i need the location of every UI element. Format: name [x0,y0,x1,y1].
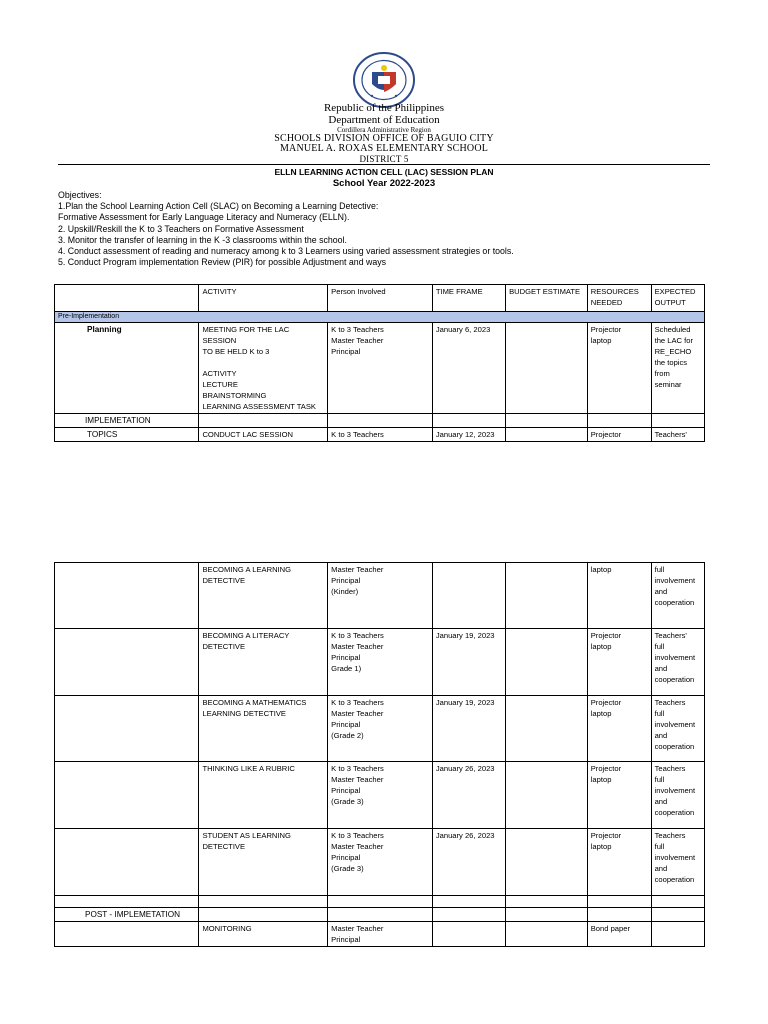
cell-output: Teachers full involvement and cooperation [651,829,704,896]
row-label-planning: Planning [55,323,199,414]
cell-output: Teachers' [651,428,704,442]
cell-time: January 12, 2023 [432,428,505,442]
cell-activity: BECOMING A LITERACY DETECTIVE [199,629,328,696]
table-row [55,696,705,762]
cell-person: K to 3 Teachers Master Teacher Principal Grade 1) [328,629,433,696]
cell-time [432,563,505,629]
lac-plan-table-part2 [54,562,705,947]
header-output: EXPECTED OUTPUT [651,285,704,312]
row-label-implementation: IMPLEMETATION [55,414,199,428]
school-year: School Year 2022-2023 [332,178,436,189]
objective-line: 5. Conduct Program implementation Review (PIR) for possible Adjustment and ways [58,257,387,268]
cell-person: Master Teacher Principal (Kinder) [328,563,433,629]
table-row [55,428,705,442]
table-row [55,629,705,696]
objective-line: Formative Assessment for Early Language Literacy and Numeracy (ELLN). [58,212,350,223]
cell-time: January 26, 2023 [432,829,505,896]
table-row [55,762,705,829]
cell-resources: Projector laptop [587,323,651,414]
cell-budget [506,323,588,414]
cell-person: K to 3 Teachers [328,428,433,442]
cell-output: Teachers' full involvement and cooperation [651,629,704,696]
lac-plan-table-part1 [54,284,705,442]
header-school: MANUEL A. ROXAS ELEMENTARY SCHOOL [279,143,489,154]
cell-resources: Projector laptop [587,629,651,696]
cell-activity: BECOMING A LEARNING DETECTIVE [199,563,328,629]
table-row [55,414,705,428]
header-region: Cordillera Administrative Region [337,126,431,134]
header-time-frame: TIME FRAME [432,285,505,312]
row-label-topics: TOPICS [55,428,199,442]
cell-person: K to 3 Teachers Master Teacher Principal (Grade 3) [328,762,433,829]
cell-activity: BECOMING A MATHEMATICS LEARNING DETECTIVE [199,696,328,762]
cell-activity: STUDENT AS LEARNING DETECTIVE [199,829,328,896]
cell-activity: THINKING LIKE A RUBRIC [199,762,328,829]
phase-pre-implementation: Pre-Implementation [55,312,705,323]
row-label-post-implementation: POST - IMPLEMETATION [55,908,199,922]
objective-line: 2. Upskill/Reskill the K to 3 Teachers on Formative Assessment [58,223,304,234]
header-budget: BUDGET ESTIMATE [506,285,588,312]
cell-resources: Bond paper [587,922,651,947]
cell-person: K to 3 Teachers Master Teacher Principal (Grade 2) [328,696,433,762]
cell-resources: laptop [587,563,651,629]
objective-line: 3. Monitor the transfer of learning in the K -3 classrooms within the school. [58,234,347,245]
table-row [55,896,705,908]
header-divider [58,164,710,165]
cell-budget [506,428,588,442]
cell-time: January 19, 2023 [432,629,505,696]
cell-output: Scheduled the LAC for RE_ECHO the topics from seminar [651,323,704,414]
cell-time: January 6, 2023 [432,323,505,414]
cell-resources: Projector laptop [587,762,651,829]
header-blank [55,285,199,312]
objective-line: 4. Conduct assessment of reading and numeracy among k to 3 Learners using varied assessment strategies or tools. [58,246,514,257]
header-department: Department of Education [328,114,440,126]
cell-activity: MEETING FOR THE LAC SESSION TO BE HELD K to 3 ACTIVITY LECTURE BRAINSTORMING LEARNING ASSESSMENT TASK [199,323,328,414]
cell-resources: Projector laptop [587,829,651,896]
document-title: ELLN LEARNING ACTION CELL (LAC) SESSION PLAN [274,167,494,177]
table-header-row [55,285,705,312]
phase-row [55,312,705,323]
objective-line: 1.Plan the School Learning Action Cell (SLAC) on Becoming a Learning Detective: [58,201,379,212]
deped-seal-logo [352,52,416,108]
objective-line: Objectives: [58,190,102,200]
table-row [55,563,705,629]
cell-activity: CONDUCT LAC SESSION [199,428,328,442]
cell-time: January 26, 2023 [432,762,505,829]
cell-output: full involvement and cooperation [651,563,704,629]
table-row [55,829,705,896]
cell-person: K to 3 Teachers Master Teacher Principal (Grade 3) [328,829,433,896]
table-row [55,908,705,922]
cell-time: January 19, 2023 [432,696,505,762]
cell-resources: Projector [587,428,651,442]
cell-activity: MONITORING [199,922,328,947]
table-row [55,323,705,414]
header-republic: Republic of the Philippines [323,102,445,114]
cell-output: Teachers full involvement and cooperation [651,696,704,762]
header-activity: ACTIVITY [199,285,328,312]
cell-output: Teachers full involvement and cooperation [651,762,704,829]
header-person: Person Involved [328,285,433,312]
header-district: DISTRICT 5 [359,154,409,164]
table-row [55,922,705,947]
header-resources: RESOURCES NEEDED [587,285,651,312]
cell-resources: Projector laptop [587,696,651,762]
cell-person: K to 3 Teachers Master Teacher Principal [328,323,433,414]
cell-person: Master Teacher Principal [328,922,433,947]
objectives-list [58,190,514,268]
header-division: SCHOOLS DIVISION OFFICE OF BAGUIO CITY [274,133,494,144]
